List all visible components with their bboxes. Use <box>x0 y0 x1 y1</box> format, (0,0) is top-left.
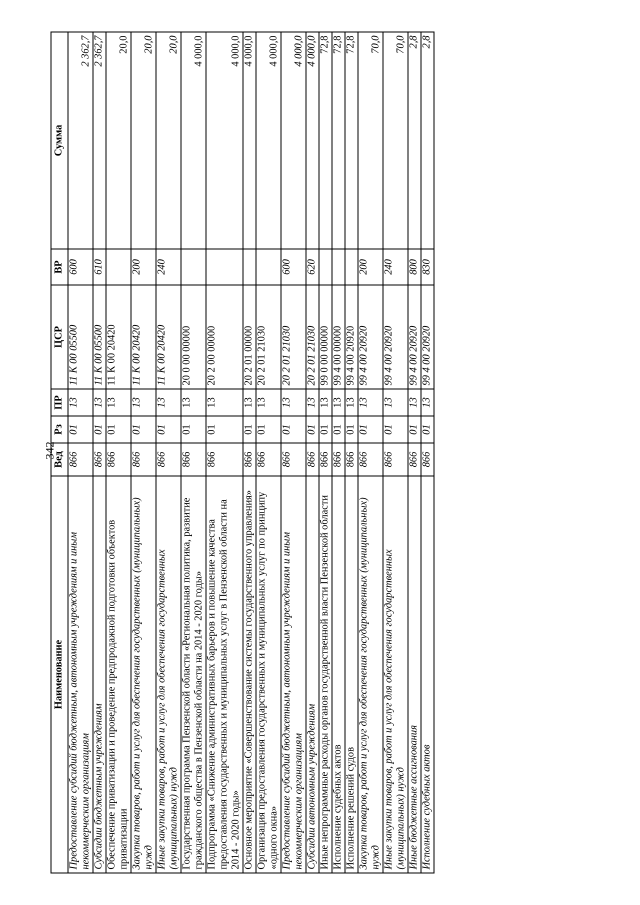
cell-pr: 13 <box>93 389 106 416</box>
cell-csr: 99 4 00 20920 <box>408 285 421 389</box>
cell-csr: 99 0 00 00000 <box>319 285 332 389</box>
cell-pr: 13 <box>68 389 93 416</box>
cell-ved: 866 <box>206 443 243 476</box>
table-row <box>181 32 206 873</box>
column-header-name: Наименование <box>51 476 68 873</box>
cell-ved: 866 <box>181 443 206 476</box>
cell-ved: 866 <box>281 443 306 476</box>
cell-vr <box>206 249 243 285</box>
table-row <box>256 32 281 873</box>
cell-pr: 13 <box>345 389 358 416</box>
cell-rz: 01 <box>131 416 156 443</box>
cell-pr: 13 <box>383 389 408 416</box>
cell-pr: 13 <box>181 389 206 416</box>
cell-name: Исполнение судебных актов <box>332 476 345 873</box>
cell-vr <box>181 249 206 285</box>
cell-name: Закупка товаров, работ и услуг для обеспечения государственных (муниципальных) нужд <box>131 476 156 873</box>
table-row <box>206 32 243 873</box>
cell-vr <box>256 249 281 285</box>
cell-csr: 99 4 00 20920 <box>358 285 383 389</box>
cell-sum: 4 000,0 <box>256 32 281 249</box>
cell-ved: 866 <box>332 443 345 476</box>
cell-sum: 2 362,7 <box>93 32 106 249</box>
table-row <box>319 32 332 873</box>
cell-sum: 2,8 <box>421 32 434 249</box>
cell-pr: 13 <box>306 389 319 416</box>
cell-sum: 20,0 <box>106 32 131 249</box>
cell-rz: 01 <box>332 416 345 443</box>
cell-vr <box>243 249 256 285</box>
cell-sum: 4 000,0 <box>281 32 306 249</box>
cell-name: Иные бюджетные ассигнования <box>408 476 421 873</box>
cell-ved: 866 <box>408 443 421 476</box>
cell-name: Предоставление субсидий бюджетным, автономным учреждениям и иным некоммерческим организациям <box>68 476 93 873</box>
cell-csr: 99 4 00 00000 <box>332 285 345 389</box>
cell-rz: 01 <box>156 416 181 443</box>
table-row <box>156 32 181 873</box>
page-number: 342 <box>42 441 57 460</box>
cell-sum: 70,0 <box>383 32 408 249</box>
cell-name: Обеспечение приватизации и проведение предпродажной подготовки объектов приватизации <box>106 476 131 873</box>
cell-vr <box>319 249 332 285</box>
cell-vr: 600 <box>68 249 93 285</box>
cell-rz: 01 <box>181 416 206 443</box>
cell-pr: 13 <box>408 389 421 416</box>
table-row <box>131 32 156 873</box>
cell-ved: 866 <box>306 443 319 476</box>
cell-name: Государственная программа Пензенской области «Региональная политика, развитие гражданского общества в Пензенской области на 2014 - 2020 годы» <box>181 476 206 873</box>
cell-ved: 866 <box>243 443 256 476</box>
cell-name: Организация предоставления государственных и муниципальных услуг по принципу «одного окна» <box>256 476 281 873</box>
cell-vr <box>345 249 358 285</box>
cell-name: Подпрограмма «Снижение административных барьеров и повышение качества предоставления государственных и муниципальных услуг в Пензенской области на 2014 - 2020 годы» <box>206 476 243 873</box>
cell-csr: 11 К 00 05500 <box>68 285 93 389</box>
cell-pr: 13 <box>206 389 243 416</box>
cell-vr: 800 <box>408 249 421 285</box>
cell-rz: 01 <box>68 416 93 443</box>
cell-pr: 13 <box>421 389 434 416</box>
cell-rz: 01 <box>358 416 383 443</box>
cell-sum: 4 000,0 <box>306 32 319 249</box>
cell-rz: 01 <box>319 416 332 443</box>
cell-pr: 13 <box>156 389 181 416</box>
cell-rz: 01 <box>345 416 358 443</box>
cell-ved: 866 <box>131 443 156 476</box>
cell-name: Предоставление субсидий бюджетным, автономным учреждениям и иным некоммерческим организациям <box>281 476 306 873</box>
table-row <box>93 32 106 873</box>
cell-vr: 830 <box>421 249 434 285</box>
table-row <box>332 32 345 873</box>
cell-vr <box>332 249 345 285</box>
cell-csr: 20 2 00 00000 <box>206 285 243 389</box>
table-row <box>421 32 434 873</box>
table-row <box>106 32 131 873</box>
cell-csr: 11 К 00 20420 <box>156 285 181 389</box>
cell-csr: 99 4 00 20920 <box>421 285 434 389</box>
cell-name: Субсидии автономным учреждениям <box>306 476 319 873</box>
cell-sum: 20,0 <box>131 32 156 249</box>
cell-csr: 11 К 00 20420 <box>106 285 131 389</box>
cell-sum: 4 000,0 <box>181 32 206 249</box>
column-header-rz: Рз <box>51 416 68 443</box>
table-row <box>306 32 319 873</box>
cell-pr: 13 <box>319 389 332 416</box>
cell-vr: 600 <box>281 249 306 285</box>
table-row <box>243 32 256 873</box>
column-header-pr: ПР <box>51 389 68 416</box>
cell-csr: 20 0 00 00000 <box>181 285 206 389</box>
cell-csr: 99 4 00 20920 <box>383 285 408 389</box>
table-row <box>345 32 358 873</box>
column-header-ved: Вед <box>51 443 68 476</box>
cell-csr: 20 2 01 21030 <box>306 285 319 389</box>
budget-table <box>50 31 434 873</box>
cell-sum: 72,8 <box>345 32 358 249</box>
cell-rz: 01 <box>206 416 243 443</box>
cell-csr: 11 К 00 20420 <box>131 285 156 389</box>
column-header-vr: ВР <box>51 249 68 285</box>
cell-sum: 72,8 <box>332 32 345 249</box>
cell-name: Иные закупки товаров, работ и услуг для обеспечения государственных (муниципальных) нужд <box>156 476 181 873</box>
cell-rz: 01 <box>243 416 256 443</box>
cell-pr: 13 <box>106 389 131 416</box>
cell-sum: 70,0 <box>358 32 383 249</box>
cell-name: Субсидии бюджетным учреждениям <box>93 476 106 873</box>
table-row <box>383 32 408 873</box>
cell-vr: 240 <box>156 249 181 285</box>
cell-rz: 01 <box>106 416 131 443</box>
cell-ved: 866 <box>383 443 408 476</box>
column-header-csr: ЦСР <box>51 285 68 389</box>
cell-ved: 866 <box>256 443 281 476</box>
cell-vr: 240 <box>383 249 408 285</box>
cell-pr: 13 <box>358 389 383 416</box>
cell-sum: 2 362,7 <box>68 32 93 249</box>
cell-vr <box>106 249 131 285</box>
cell-ved: 866 <box>358 443 383 476</box>
cell-rz: 01 <box>408 416 421 443</box>
table-header-row <box>51 32 68 873</box>
cell-vr: 620 <box>306 249 319 285</box>
column-header-sum: Сумма <box>51 32 68 249</box>
cell-sum: 4 000,0 <box>206 32 243 249</box>
cell-ved: 866 <box>421 443 434 476</box>
cell-name: Закупка товаров, работ и услуг для обеспечения государственных (муниципальных) нужд <box>358 476 383 873</box>
cell-name: Основное мероприятие «Совершенствование системы государственного управления» <box>243 476 256 873</box>
table-row <box>408 32 421 873</box>
cell-sum: 72,8 <box>319 32 332 249</box>
cell-csr: 20 2 01 00000 <box>243 285 256 389</box>
cell-vr: 200 <box>131 249 156 285</box>
cell-rz: 01 <box>383 416 408 443</box>
cell-vr: 610 <box>93 249 106 285</box>
cell-ved: 866 <box>68 443 93 476</box>
cell-name: Исполнение судебных актов <box>421 476 434 873</box>
cell-pr: 13 <box>281 389 306 416</box>
cell-ved: 866 <box>319 443 332 476</box>
cell-csr: 20 2 01 21030 <box>281 285 306 389</box>
cell-sum: 4 000,0 <box>243 32 256 249</box>
cell-name: Иные непрограммные расходы органов государственной власти Пензенской области <box>319 476 332 873</box>
cell-rz: 01 <box>306 416 319 443</box>
cell-rz: 01 <box>256 416 281 443</box>
cell-csr: 20 2 01 21030 <box>256 285 281 389</box>
cell-ved: 866 <box>345 443 358 476</box>
budget-table-container <box>50 32 590 873</box>
cell-pr: 13 <box>131 389 156 416</box>
cell-csr: 11 К 00 05500 <box>93 285 106 389</box>
cell-name: Иные закупки товаров, работ и услуг для обеспечения государственных (муниципальных) нужд <box>383 476 408 873</box>
cell-csr: 99 4 00 20920 <box>345 285 358 389</box>
cell-rz: 01 <box>93 416 106 443</box>
cell-pr: 13 <box>332 389 345 416</box>
cell-rz: 01 <box>281 416 306 443</box>
cell-pr: 13 <box>243 389 256 416</box>
table-row <box>68 32 93 873</box>
cell-name: Исполнение решений судов <box>345 476 358 873</box>
cell-vr: 200 <box>358 249 383 285</box>
cell-sum: 20,0 <box>156 32 181 249</box>
cell-sum: 2,8 <box>408 32 421 249</box>
cell-ved: 866 <box>106 443 131 476</box>
table-row <box>281 32 306 873</box>
cell-pr: 13 <box>256 389 281 416</box>
cell-ved: 866 <box>93 443 106 476</box>
cell-rz: 01 <box>421 416 434 443</box>
table-row <box>358 32 383 873</box>
cell-ved: 866 <box>156 443 181 476</box>
